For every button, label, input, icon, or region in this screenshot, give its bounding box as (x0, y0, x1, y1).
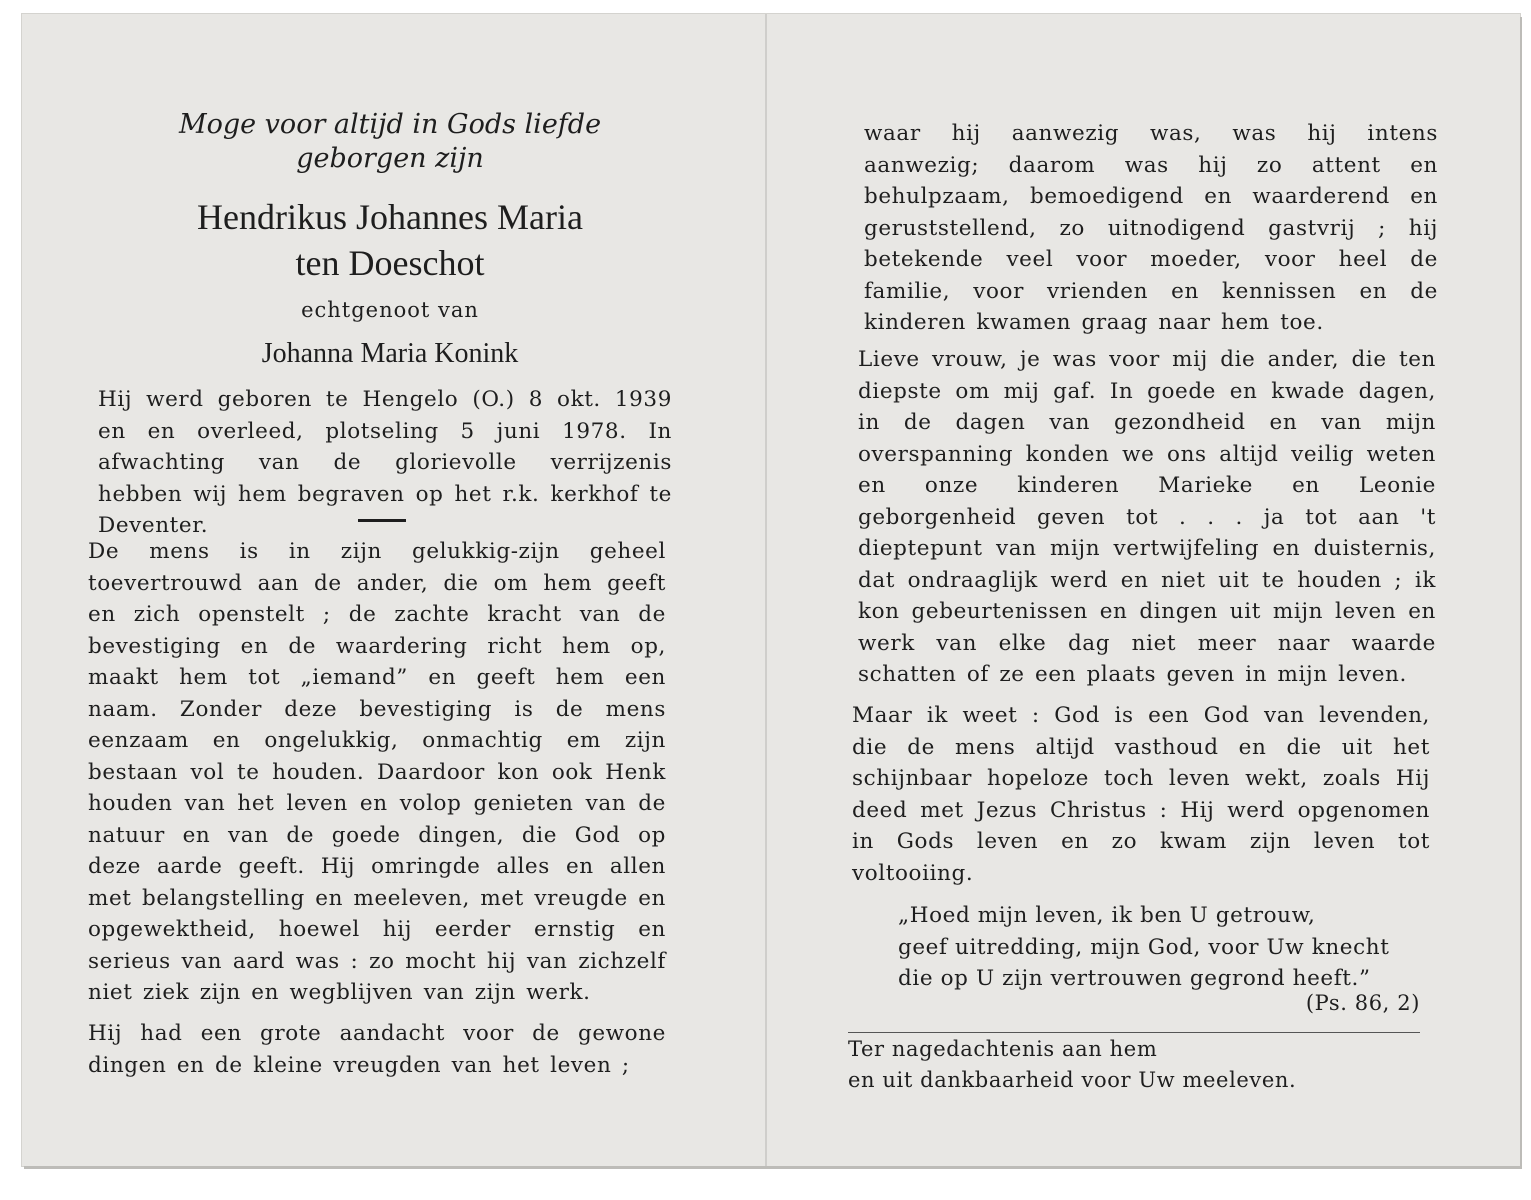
quote-line: die op U zijn vertrouwen gegrond heeft.” (898, 966, 1371, 991)
psalm-quote (898, 900, 1418, 995)
separator-rule (358, 519, 406, 522)
right-paragraph-2: Lieve vrouw, je was voor mij die ander, die ten diepste om mij gaf. In goede en kwade dagen, in de dagen van gezondheid en van mijn overspanning konden we ons altijd veilig weten en onze kinderen Marieke en Leonie geborgenheid geven tot . . . ja tot aan 't dieptepunt van mijn vertwijfeling en duisternis, dat ondraaglijk werd en niet uit te houden ; ik kon gebeurtenissen en dingen uit mijn leven en werk van elke dag niet meer naar waarde schatten of ze een plaats geven in mijn leven. (858, 347, 1436, 687)
card-fold (765, 14, 767, 1166)
right-paragraph-1: waar hij aanwezig was, was hij intens aanwezig; daarom was hij zo attent en behulpzaam, bemoedigend en waarderend en geruststellend, zo uitnodigend gastvrij ; hij betekende veel voor moeder, voor heel de familie, voor vrienden en kennissen en de kinderen kwamen graag naar hem toe. (864, 121, 1438, 335)
birth-paragraph: Hij werd geboren te Hengelo (O.) 8 okt. 1939 en en overleed, plotseling 5 juni 1978. In afwachting van de glorievolle verrijzenis hebben wij hem begraven op het r.k. kerkhof te Deventer. (98, 387, 672, 538)
footer-divider (848, 1032, 1420, 1033)
name-line: Hendrikus Johannes Maria (197, 197, 583, 237)
motto (160, 108, 620, 176)
left-paragraph-1: De mens is in zijn gelukkig-zijn geheel toevertrouwd aan de ander, die om hem geeft en zich openstelt ; de zachte kracht van de bevestiging en de waardering richt hem op, maakt hem tot „iemand” en geeft hem een naam. Zonder deze bevestiging is de mens eenzaam en ongelukkig, onmachtig em zijn bestaan vol te houden. Daardoor kon ook Henk houden van het leven en volop genieten van de natuur en van de goede dingen, die God op deze aarde geeft. Hij omringde alles en allen met belangstelling en meeleven, met vreugde en opgewektheid, hoewel hij eerder ernstig en serieus van aard was : zo mocht hij van zichzelf niet ziek zijn en wegblijven van zijn werk. (88, 539, 666, 1005)
footer (848, 1034, 1408, 1096)
motto-line: geborgen zijn (296, 143, 484, 174)
left-paragraph-2: Hij had een grote aandacht voor de gewone dingen en de kleine vreugden van het leven ; (88, 1021, 666, 1078)
quote-line: geef uitredding, mijn God, voor Uw knecht (898, 934, 1390, 960)
motto-line: Moge voor altijd in Gods liefde (178, 109, 602, 140)
footer-line: Ter nagedachtenis aan hem (848, 1037, 1158, 1061)
psalm-reference: (Ps. 86, 2) (1305, 991, 1420, 1015)
spouse-label: echtgenoot van (301, 298, 479, 322)
deceased-name (160, 194, 620, 286)
quote-line: „Hoed mijn leven, ik ben U getrouw, (898, 903, 1316, 928)
spouse-name: Johanna Maria Konink (261, 338, 519, 369)
footer-line: en uit dankbaarheid voor Uw meeleven. (848, 1068, 1297, 1092)
right-paragraph-3: Maar ik weet : God is een God van levenden, die de mens altijd vasthoud en die uit het schijnbaar hopeloze toch leven wekt, zoals Hij deed met Jezus Christus : Hij werd opgenomen in Gods leven en zo kwam zijn leven tot voltooiing. (852, 703, 1430, 886)
name-line: ten Doeschot (295, 243, 485, 283)
